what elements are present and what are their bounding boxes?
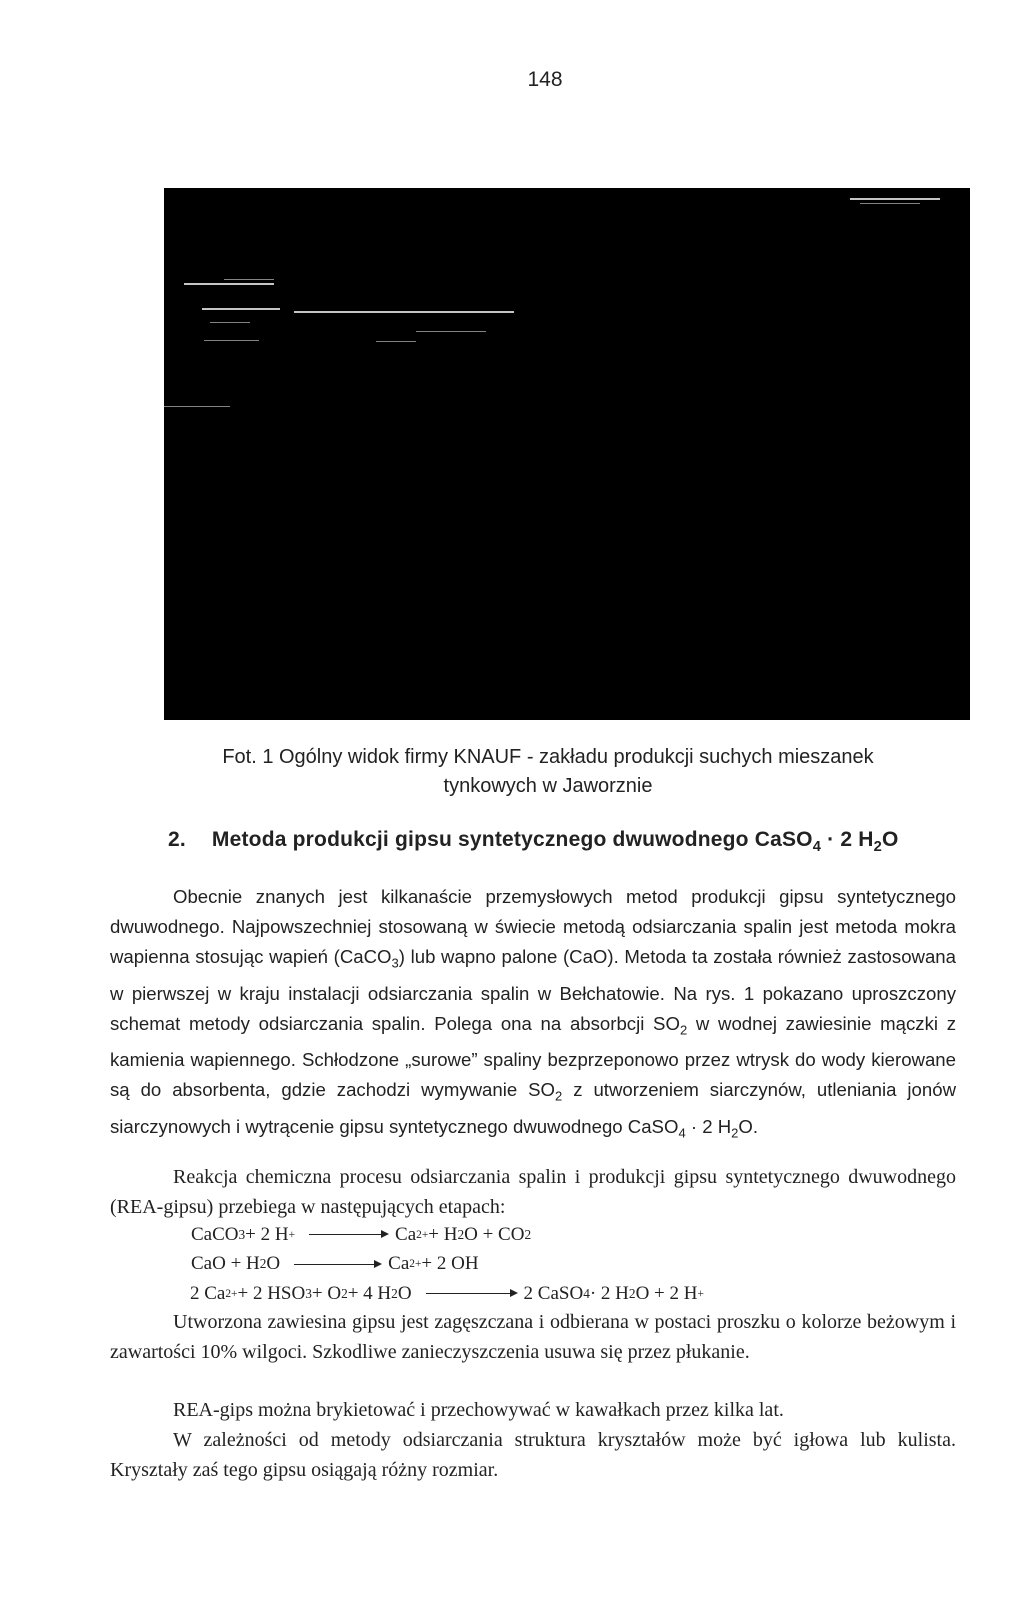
section-heading — [168, 828, 928, 855]
reaction-equations — [191, 1220, 704, 1309]
factory-photo — [164, 188, 970, 720]
section-number: 2. — [168, 828, 186, 851]
paragraph-crystals: W zależności od metody odsiarczania struktura kryształów może być igłowa lub kulista. Kryształy zaś tego gipsu osiągają różny rozmiar. — [110, 1429, 956, 1481]
equation-1: CaCO 3 + 2 H + Ca 2+ + H 2 O + CO 2 — [191, 1223, 532, 1245]
reaction-arrow — [294, 1264, 380, 1265]
paragraph-briquetting: REA-gips można brykietować i przechowywać w kawałkach przez kilka lat. — [173, 1399, 784, 1421]
equation-2: CaO + H 2 O Ca 2+ + 2 OH — [191, 1253, 479, 1275]
paragraph-suspension: Utworzona zawiesina gipsu jest zagęszczana i odbierana w postaci proszku o kolorze beżowym i zawartości 10% wilgoci. Szkodliwe zanieczyszczenia usuwa się przez płukanie. — [110, 1311, 956, 1363]
section-title: Metoda produkcji gipsu syntetycznego dwuwodnego CaSO$_4$ · 2 $H_2O$ — [211, 828, 899, 856]
caption-line-2: tynkowych w Jaworznie — [443, 775, 653, 797]
caption-line-1: Fot. 1 Ogólny widok firmy KNAUF - zakładu produkcji suchych mieszanek — [222, 746, 874, 768]
reaction-arrow — [426, 1293, 516, 1294]
reaction-arrow — [309, 1234, 387, 1235]
page-number: 148 — [527, 68, 563, 91]
paragraph-intro: Obecnie znanych jest kilkanaście przemysłowych metod produkcji gipsu syntetycznego dwuwodnego. Najpowszechniej stosowaną w świecie metodą odsiarczania spalin jest metoda mokra wapienna stosując wapień (CaCO$_3$) lub wapno palone (CaO). Metoda ta została również zastosowana w pierwszej w kraju instalacji odsiarczania spalin w Bełchatowie. Na rys. 1 pokazano uproszczony schemat metody odsiarczania spalin. Polega ona na absorbcji $SO_2$ w wodnej zawiesinie mączki z kamienia wapiennego. Schłodzone „surowe” spaliny bezprzeponowo przez wtrysk do wody kierowane są do absorbenta, gdzie zachodzi wymywanie $SO_2$ z utworzeniem siarczynów, utleniania jonów siarczynowych i wytrącenie gipsu syntetycznego dwuwodnego CaSO$_4$ · 2 $H_2O$. — [110, 886, 957, 1141]
figure-caption — [108, 743, 988, 801]
equation-3: 2 Ca 2+ + 2 HSO 3 + O 2 + 4 H 2 O 2 CaSO 4 · 2 H 2 O + 2 H + — [190, 1282, 704, 1304]
paragraph-reaction-intro: Reakcja chemiczna procesu odsiarczania spalin i produkcji gipsu syntetycznego dwuwodnego (REA-gipsu) przebiega w następujących etapach: — [110, 1166, 956, 1218]
